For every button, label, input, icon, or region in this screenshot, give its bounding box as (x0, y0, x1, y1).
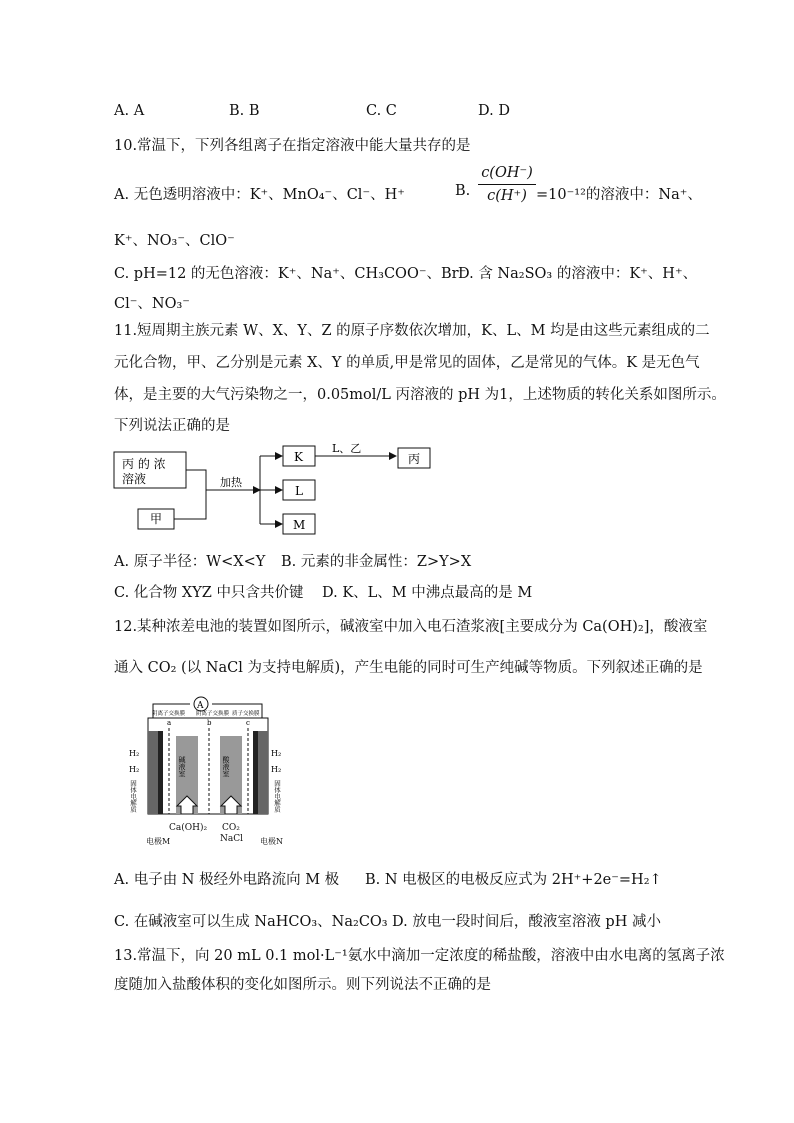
q9-option-a: A. A (114, 103, 145, 119)
box-l-label: L (295, 484, 303, 498)
electrode-m-label: 电极M (146, 837, 171, 846)
acid-chamber-label: 酸液室 (222, 756, 230, 777)
box-m-label: M (293, 518, 306, 532)
membrane-b-label: 阴离子交换膜 (196, 711, 230, 717)
h2-left-1: H₂ (129, 749, 140, 758)
q11-flow-diagram (110, 440, 440, 540)
q9-option-d: D. D (478, 103, 510, 119)
box-jia-label: 甲 (150, 512, 163, 526)
fraction-numerator: c(OH⁻) (481, 165, 533, 181)
q12-option-a: A. 电子由 N 极经外电路流向 M 极 (114, 872, 340, 888)
alkali-chamber-label: 碱液室 (178, 756, 186, 777)
q13-stem-line1: 13.常温下，向 20 mL 0.1 mol·L⁻¹氨水中滴加一定浓度的稀盐酸，溶液中由水电离的氢离子浓 (114, 948, 725, 964)
box-conc-solution-line1: 丙 的 浓 (122, 457, 166, 471)
q10-option-a: A. 无色透明溶液中：K⁺、MnO₄⁻、Cl⁻、H⁺ (114, 187, 405, 203)
q11-option-c: C. 化合物 XYZ 中只含共价键 (114, 585, 304, 601)
box-conc-solution-line2: 溶液 (122, 472, 147, 486)
membrane-c: c (246, 719, 250, 727)
k-arrow-label: L、乙 (332, 442, 362, 455)
caoh2-feed-label: Ca(OH)₂ (169, 823, 208, 833)
q12-option-d: D. 放电一段时间后，酸液室溶液 pH 减小 (392, 914, 661, 930)
q11-stem-line3: 体，是主要的大气污染物之一，0.05mol/L 丙溶液的 pH 为1，上述物质的转化关系如图所示。 (114, 387, 726, 403)
q11-option-b: B. 元素的非金属性：Z>Y>X (281, 554, 472, 570)
q12-stem-line2: 通入 CO₂ (以 NaCl 为支持电解质)，产生电能的同时可生产纯碱等物质。下列叙述正确的是 (114, 660, 703, 676)
q12-option-c: C. 在碱液室可以生成 NaHCO₃、Na₂CO₃ (114, 914, 388, 930)
q10-option-b-label: B. (455, 183, 471, 199)
fraction-denominator: c(H⁺) (487, 188, 527, 204)
q10-stem: 10.常温下，下列各组离子在指定溶液中能大量共存的是 (114, 138, 471, 154)
q11-stem-line1: 11.短周期主族元素 W、X、Y、Z 的原子序数依次增加，K、L、M 均是由这些元素组成的二 (114, 323, 710, 339)
q12-stem-line1: 12.某种浓差电池的装置如图所示，碱液室中加入电石渣浆液[主要成分为 Ca(OH)₂]，酸液室 (114, 619, 708, 635)
heat-label: 加热 (220, 476, 242, 489)
q10-option-d: D. 含 Na₂SO₃ 的溶液中：K⁺、H⁺、 (458, 266, 698, 282)
electrode-m (148, 731, 158, 814)
q9-option-c: C. C (366, 103, 397, 119)
q11-stem-line4: 下列说法正确的是 (114, 418, 230, 434)
h2-right-1: H₂ (271, 749, 282, 758)
membrane-a: a (167, 719, 172, 727)
q9-option-b: B. B (229, 103, 260, 119)
q10-option-b-continued: K⁺、NO₃⁻、ClO⁻ (114, 233, 235, 249)
membrane-b: b (207, 719, 212, 727)
q11-option-a: A. 原子半径：W<X<Y (114, 554, 266, 570)
right-electrolyte-label: 固体电解质 (273, 780, 281, 813)
q10-option-b-text: =10⁻¹²的溶液中：Na⁺、 (536, 187, 702, 203)
q13-stem-line2: 度随加入盐酸体积的变化如图所示。则下列说法不正确的是 (114, 977, 491, 993)
electrode-n (258, 731, 268, 814)
left-electrolyte-label: 固体电解质 (129, 780, 137, 813)
q10-option-c: C. pH=12 的无色溶液：K⁺、Na⁺、CH₃COO⁻、Br⁻ (114, 266, 467, 282)
h2-right-2: H₂ (271, 765, 282, 774)
membrane-a-label: 阴离子交换膜 (152, 711, 186, 717)
q10-option-b-fraction (478, 165, 536, 204)
electrode-n-label: 电极N (260, 837, 283, 846)
q11-option-d: D. K、L、M 中沸点最高的是 M (322, 585, 533, 601)
h2-left-2: H₂ (129, 765, 140, 774)
q11-stem-line2: 元化合物，甲、乙分别是元素 X、Y 的单质,甲是常见的固体，乙是常见的气体。K 是无色气 (114, 355, 700, 371)
membrane-c-label: 质子交换膜 (232, 711, 260, 717)
ammeter-label: A (197, 701, 204, 711)
box-k-label: K (294, 450, 303, 464)
q12-option-b: B. N 电极区的电极反应式为 2H⁺+2e⁻=H₂↑ (365, 872, 662, 888)
box-bing-label: 丙 (408, 452, 421, 466)
nacl-feed-label: NaCl (220, 834, 244, 844)
fraction-bar (478, 184, 536, 185)
q12-cell-diagram (124, 696, 286, 824)
q10-option-d-continued: Cl⁻、NO₃⁻ (114, 296, 190, 312)
co2-feed-label: CO₂ (222, 823, 240, 833)
